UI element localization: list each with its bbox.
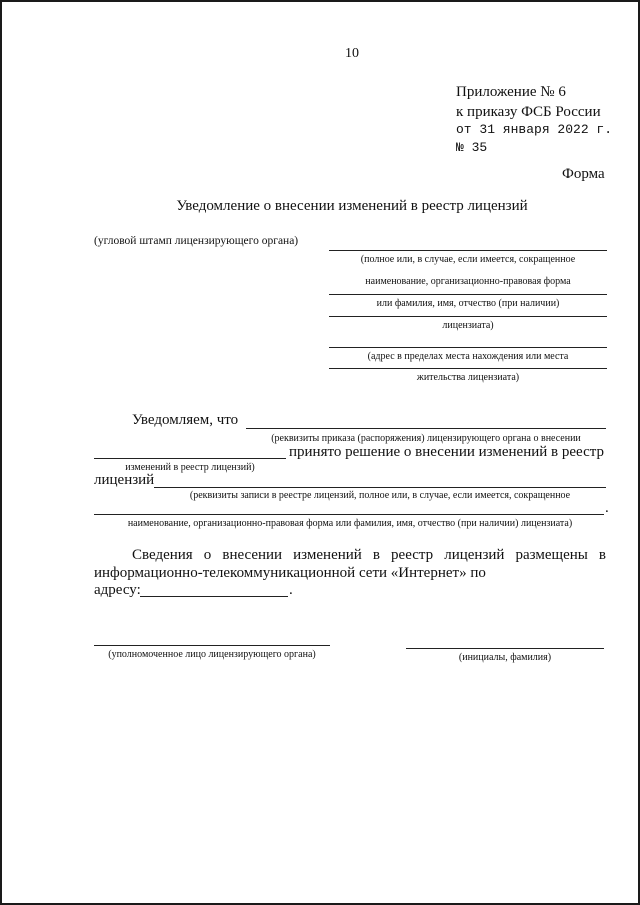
licensee-caption-2: наименование, организационно-правовая форма: [365, 276, 571, 287]
info-paragraph: Сведения о внесении изменений в реестр лицензий размещены в информационно-телекоммуникационной сети «Интернет» по: [94, 547, 606, 581]
registry-record-caption-2: наименование, организационно-правовая форма или фамилия, имя, отчество (при наличии) лицензиата): [127, 518, 573, 529]
document-title: Уведомление о внесении изменений в реестр лицензий: [176, 198, 528, 214]
order-details-caption: (реквизиты приказа (распоряжения) лицензирующего органа о внесении: [271, 433, 581, 444]
appendix-line-4: № 35: [456, 140, 488, 155]
licensee-address-line-1[interactable]: [329, 347, 607, 348]
order-details-caption-2: изменений в реестр лицензий): [125, 462, 255, 473]
order-details-line[interactable]: [246, 428, 606, 429]
licensee-caption-5: (адрес в пределах места нахождения или места: [367, 351, 569, 362]
licensee-caption-3: или фамилия, имя, отчество (при наличии): [376, 298, 560, 309]
licenses-word: лицензий: [94, 472, 155, 488]
address-line[interactable]: [140, 596, 288, 597]
authorized-person-caption: (уполномоченное лицо лицензирующего органа): [108, 649, 316, 660]
licensee-name-line-3[interactable]: [329, 316, 607, 317]
address-label: адресу:: [94, 582, 141, 598]
appendix-line-2: к приказу ФСБ России: [456, 104, 601, 120]
registry-record-line-2[interactable]: [94, 514, 604, 515]
page-number: 10: [345, 46, 359, 61]
initials-caption: (инициалы, фамилия): [458, 652, 552, 663]
decision-text: принято решение о внесении изменений в реестр: [289, 444, 604, 460]
licensee-name-line-1[interactable]: [329, 250, 607, 251]
licensee-caption-1: (полное или, в случае, если имеется, сокращенное: [360, 254, 576, 265]
licensee-name-line-2[interactable]: [329, 294, 607, 295]
registry-record-caption: (реквизиты записи в реестре лицензий, полное или, в случае, если имеется, сокращенное: [189, 490, 571, 501]
licensee-caption-6: жительства лицензиата): [416, 372, 520, 383]
form-label: Форма: [562, 166, 605, 182]
order-details-line-2[interactable]: [94, 458, 286, 459]
stamp-label: (угловой штамп лицензирующего органа): [94, 235, 299, 247]
registry-record-end: .: [605, 500, 609, 516]
appendix-line-3: от 31 января 2022 г.: [456, 122, 613, 137]
registry-record-line[interactable]: [154, 487, 606, 488]
initials-line[interactable]: [406, 648, 604, 649]
licensee-caption-4: лицензиата): [442, 320, 494, 331]
licensee-address-line-2[interactable]: [329, 368, 607, 369]
notify-lead: Уведомляем, что: [132, 412, 239, 428]
appendix-line-1: Приложение № 6: [456, 84, 566, 100]
address-end: .: [289, 582, 293, 598]
authorized-person-line[interactable]: [94, 645, 330, 646]
